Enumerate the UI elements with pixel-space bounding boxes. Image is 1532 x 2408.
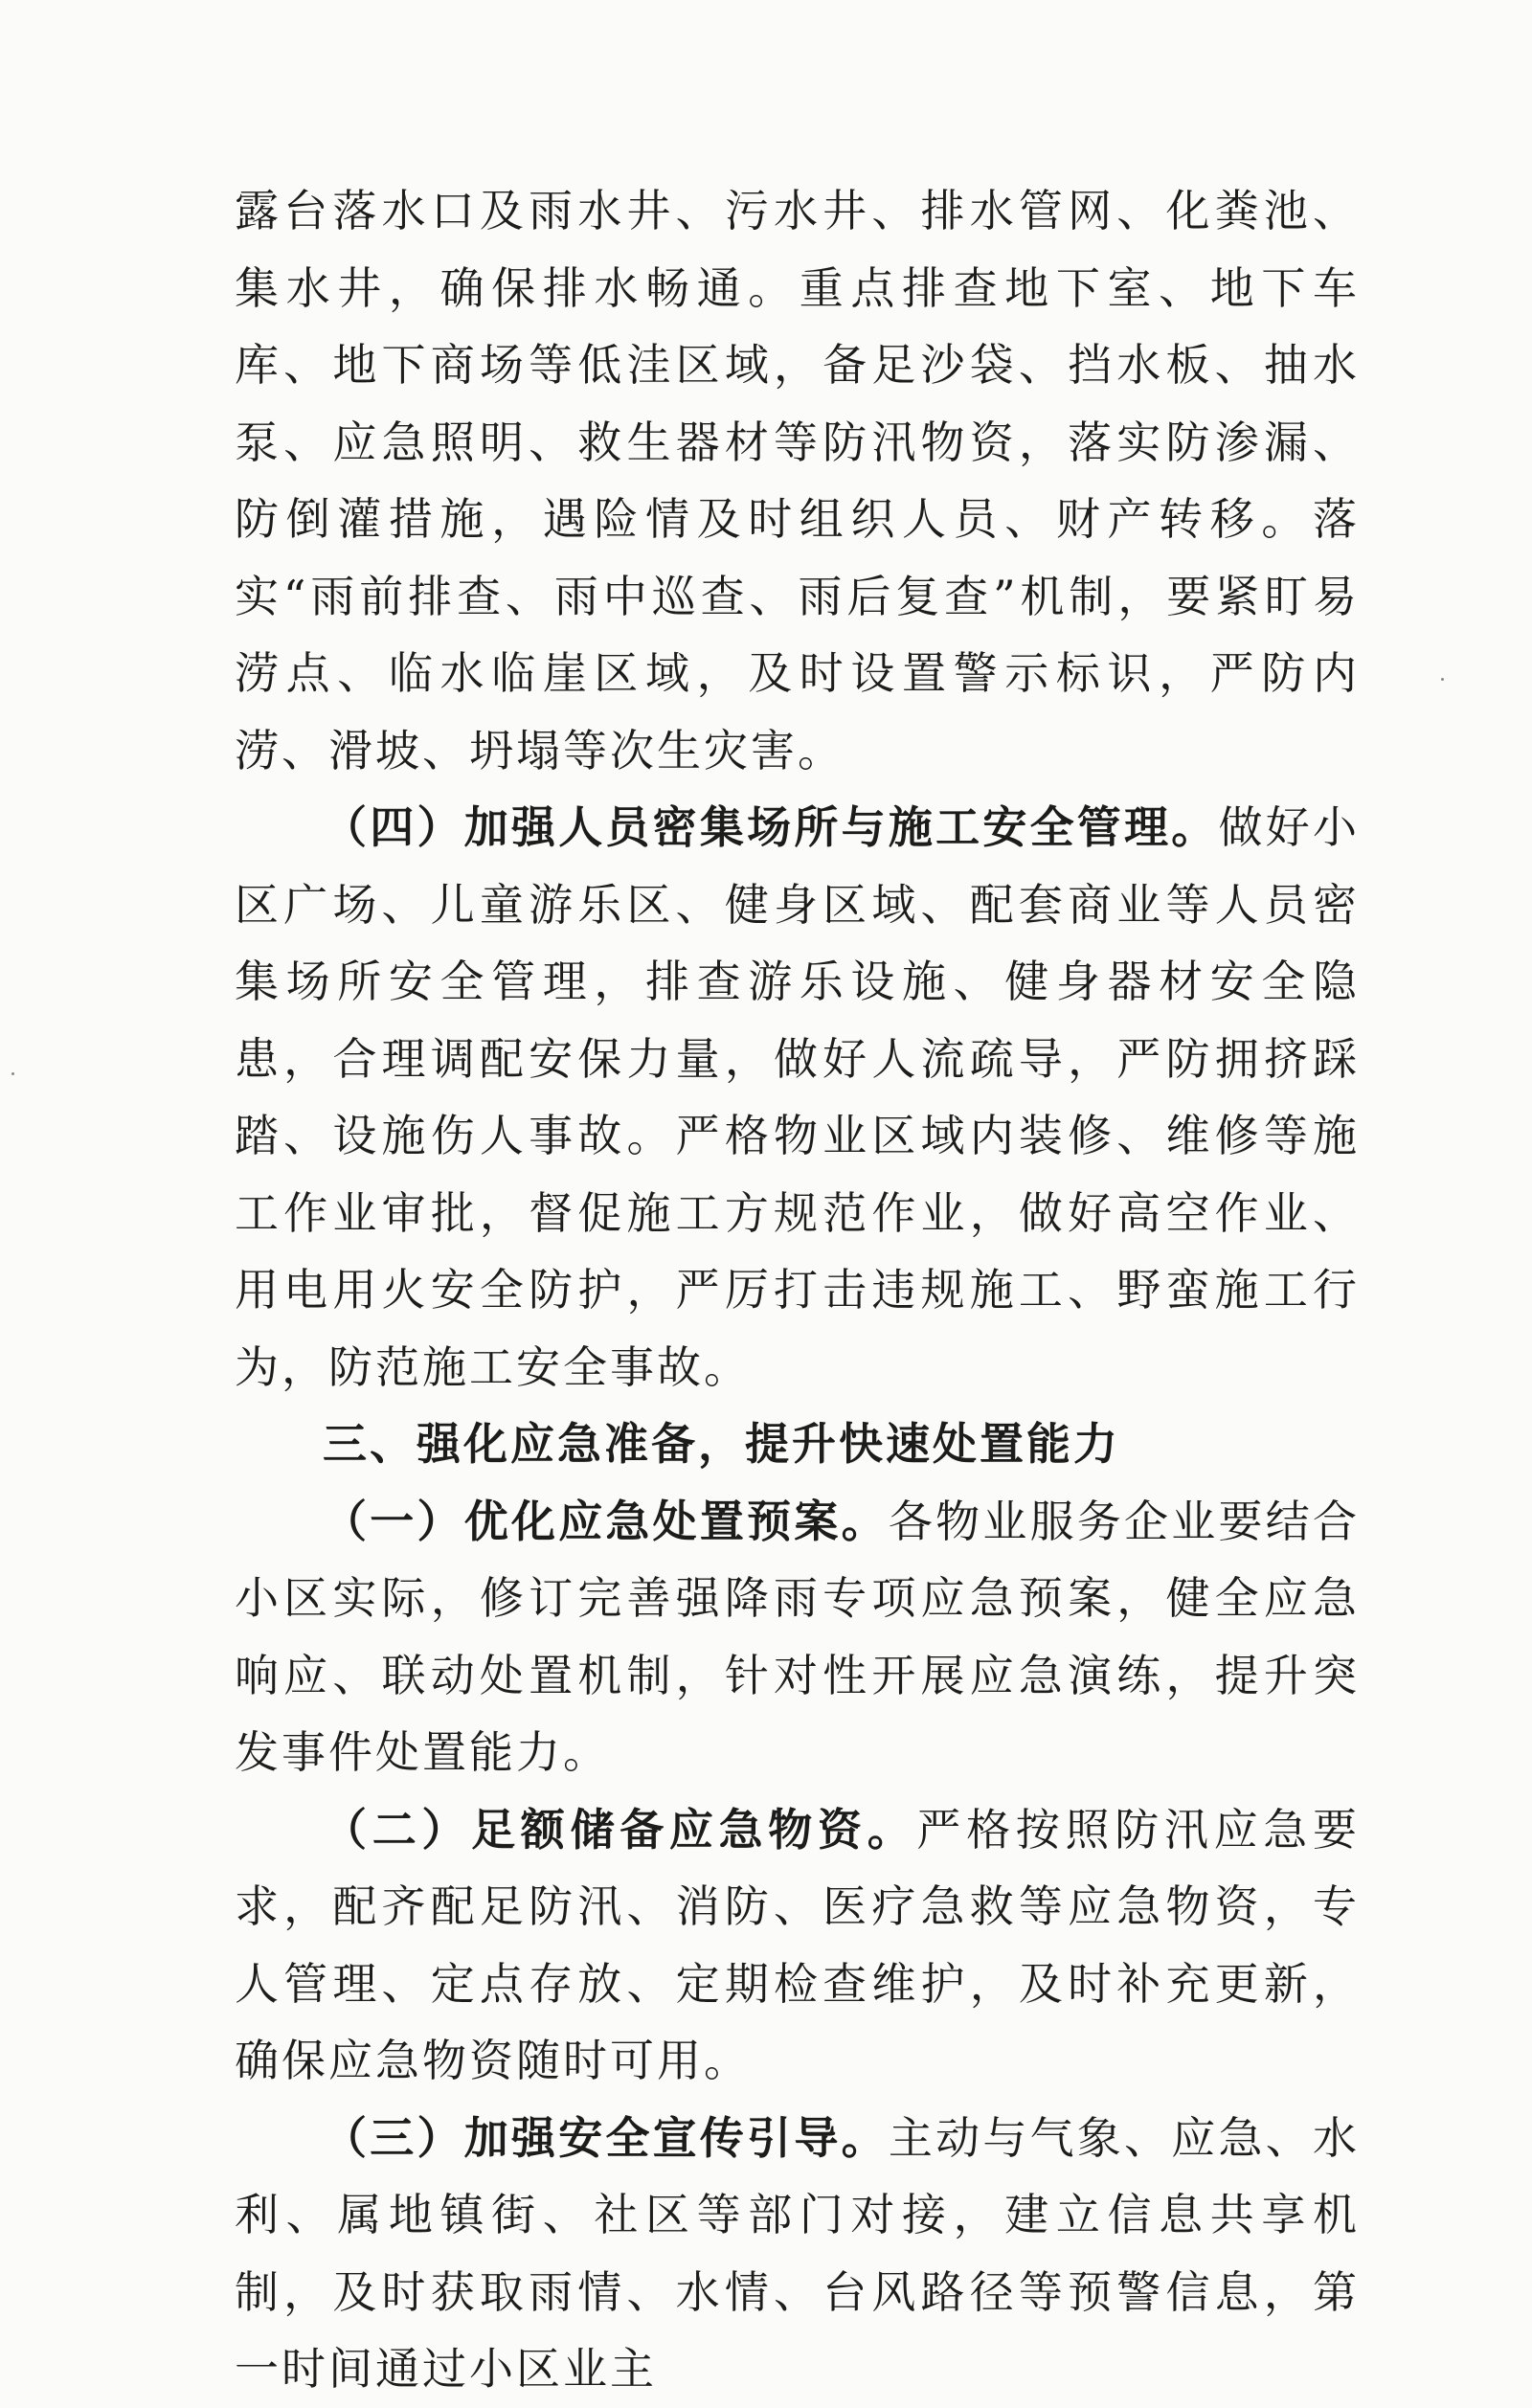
section-3-heading: 三、强化应急准备，提升快速处置能力 [323, 1418, 1120, 1470]
scan-speck [11, 1072, 14, 1075]
item-4-lead: （四）加强人员密集场所与施工安全管理。 [323, 801, 1219, 853]
section-3-item-1-body: 各物业服务企业要结合小区实际，修订完善强降雨专项应急预案，健全应急响应、联动处置机制，针对性开展应急演练，提升突发事件处置能力。 [235, 1495, 1361, 1778]
scan-speck [1441, 678, 1444, 681]
section-3-item-2-lead: （二）足额储备应急物资。 [323, 1803, 917, 1856]
section-3-item-3-paragraph [235, 2100, 1360, 2408]
section-3-item-2-paragraph [235, 1791, 1360, 2100]
section-3-item-3-body: 主动与气象、应急、水利、属地镇街、社区等部门对接，建立信息共享机制，及时获取雨情、水情、台风路径等预警信息，第一时间通过小区业主 [235, 2111, 1361, 2395]
item-4-body: 做好小区广场、儿童游乐区、健身区域、配套商业等人员密集场所安全管理，排查游乐设施、健身器材安全隐患，合理调配安保力量，做好人流疏导，严防拥挤踩踏、设施伤人事故。严格物业区域内装修、维修等施工作业审批，督促施工方规范作业，做好高空作业、用电用火安全防护，严厉打击违规施工、野蛮施工行为，防范施工安全事故。 [235, 801, 1361, 1393]
section-3-item-1-paragraph [235, 1483, 1360, 1791]
section-3-item-2-body: 严格按照防汛应急要求，配齐配足防汛、消防、医疗急救等应急物资，专人管理、定点存放、定期检查维护，及时补充更新，确保应急物资随时可用。 [235, 1803, 1361, 2086]
item-4-paragraph [235, 789, 1360, 1406]
section-3-item-3-lead: （三）加强安全宣传引导。 [323, 2111, 889, 2164]
section-3-item-1-lead: （一）优化应急处置预案。 [323, 1495, 889, 1547]
continuation-paragraph: 露台落水口及雨水井、污水井、排水管网、化粪池、集水井，确保排水畅通。重点排查地下室、地下车库、地下商场等低洼区域，备足沙袋、挡水板、抽水泵、应急照明、救生器材等防汛物资，落实防渗漏、防倒灌措施，遇险情及时组织人员、财产转移。落实“雨前排查、雨中巡查、雨后复查”机制，要紧盯易涝点、临水临崖区域，及时设置警示标识，严防内涝、滑坡、坍塌等次生灾害。 [235, 185, 1360, 776]
